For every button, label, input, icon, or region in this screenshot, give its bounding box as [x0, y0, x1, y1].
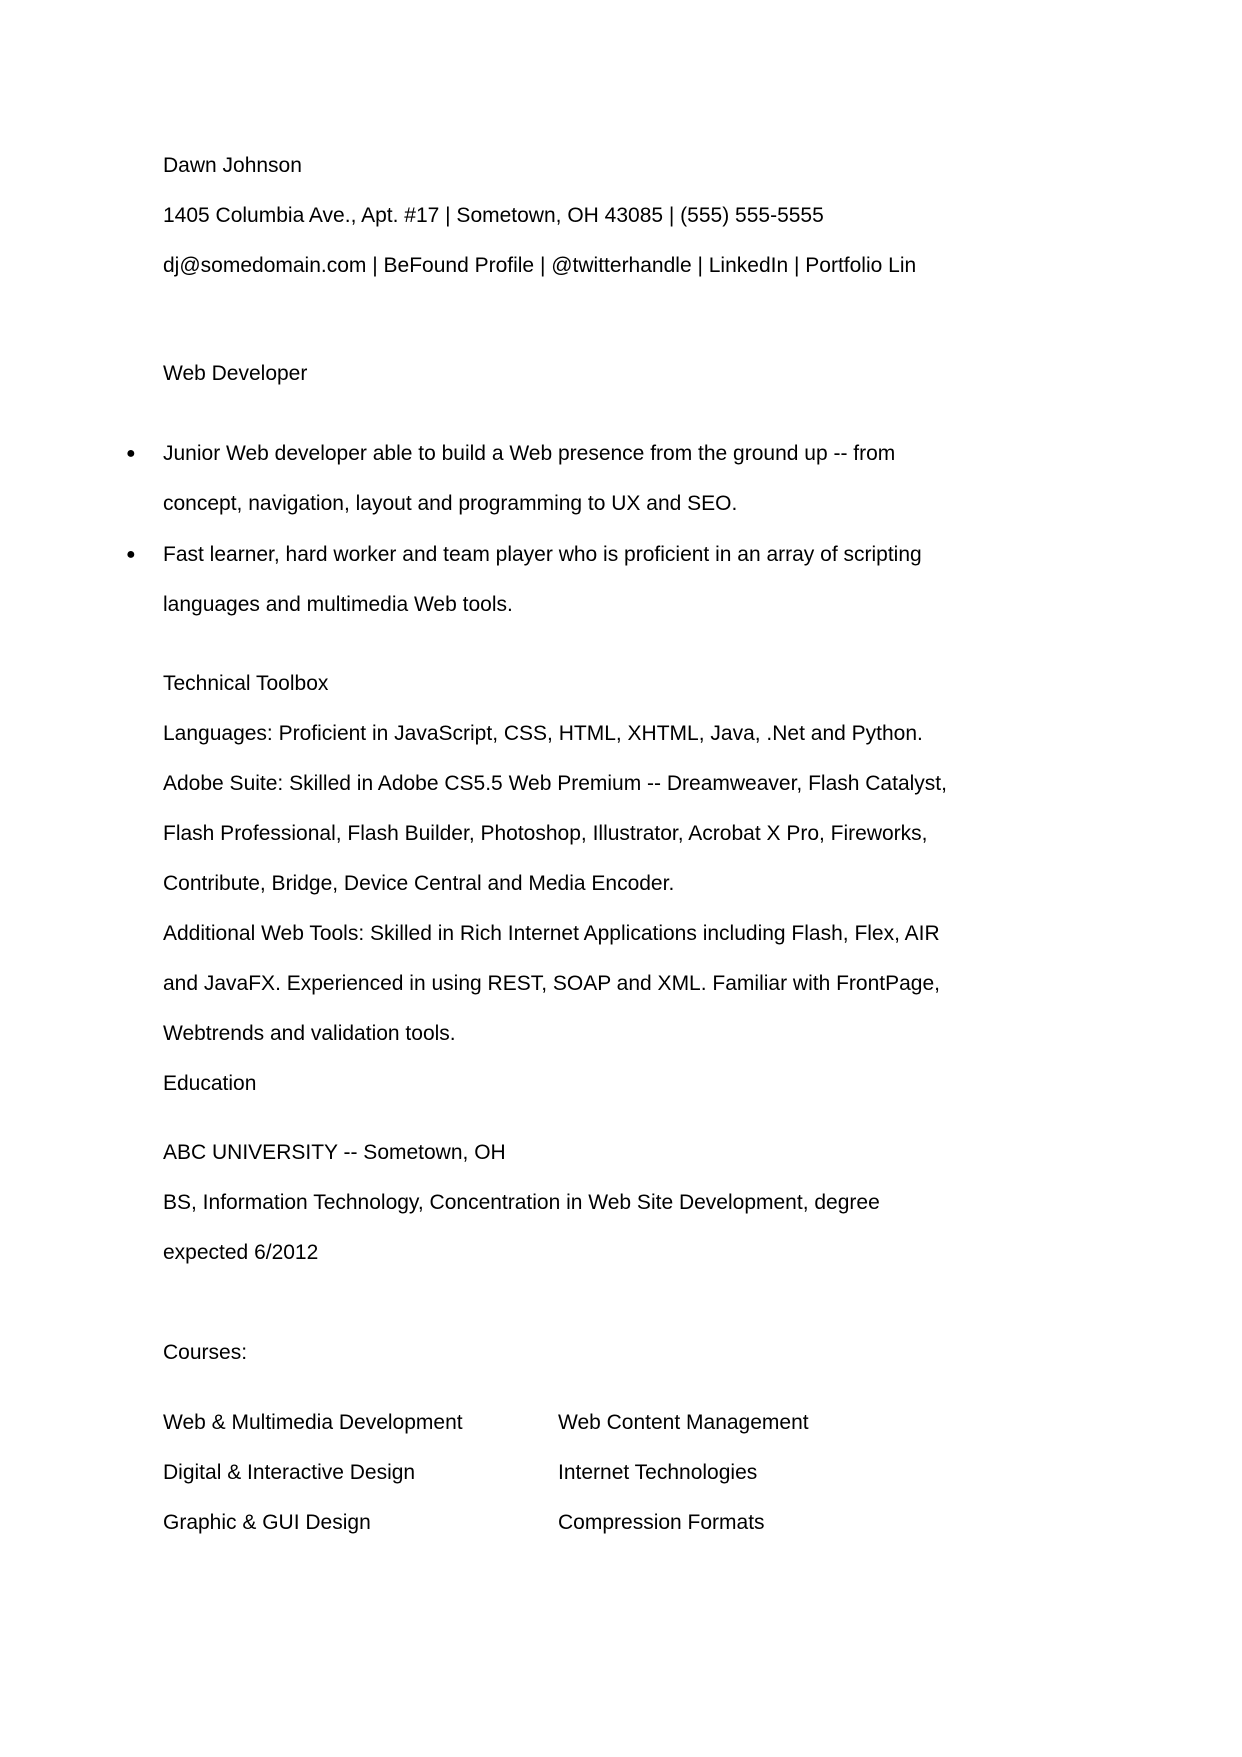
summary-item-1-line-1: Junior Web developer able to build a Web presence from the ground up -- from [163, 442, 896, 465]
toolbox-line: Languages: Proficient in JavaScript, CSS, HTML, XHTML, Java, .Net and Python. [163, 722, 923, 745]
contact-line: dj@somedomain.com | BeFound Profile | @twitterhandle | LinkedIn | Portfolio Lin [163, 254, 917, 277]
bullet-icon: ● [126, 445, 136, 462]
course-item: Graphic & GUI Design [163, 1511, 371, 1534]
summary-item-2-line-2: languages and multimedia Web tools. [163, 593, 513, 616]
toolbox-heading: Technical Toolbox [163, 672, 329, 695]
degree-line-1: BS, Information Technology, Concentration in Web Site Development, degree [163, 1191, 880, 1214]
toolbox-line: Webtrends and validation tools. [163, 1022, 456, 1045]
toolbox-line: and JavaFX. Experienced in using REST, SOAP and XML. Familiar with FrontPage, [163, 972, 940, 995]
degree-line-2: expected 6/2012 [163, 1241, 319, 1264]
course-item: Web Content Management [558, 1411, 809, 1434]
education-heading: Education [163, 1072, 257, 1095]
school-line: ABC UNIVERSITY -- Sometown, OH [163, 1141, 506, 1164]
toolbox-line: Contribute, Bridge, Device Central and Media Encoder. [163, 872, 675, 895]
toolbox-line: Adobe Suite: Skilled in Adobe CS5.5 Web Premium -- Dreamweaver, Flash Catalyst, [163, 772, 947, 795]
courses-heading: Courses: [163, 1341, 248, 1364]
course-item: Digital & Interactive Design [163, 1461, 416, 1484]
toolbox-line: Additional Web Tools: Skilled in Rich Internet Applications including Flash, Flex, AIR [163, 922, 940, 945]
bullet-icon: ● [126, 546, 136, 563]
toolbox-line: Flash Professional, Flash Builder, Photoshop, Illustrator, Acrobat X Pro, Fireworks, [163, 822, 928, 845]
address-line: 1405 Columbia Ave., Apt. #17 | Sometown, OH 43085 | (555) 555-5555 [163, 204, 824, 227]
summary-item-1-line-2: concept, navigation, layout and programming to UX and SEO. [163, 492, 738, 515]
course-item: Internet Technologies [558, 1461, 758, 1484]
job-title: Web Developer [163, 362, 308, 385]
course-item: Compression Formats [558, 1511, 765, 1534]
course-item: Web & Multimedia Development [163, 1411, 463, 1434]
summary-item-2-line-1: Fast learner, hard worker and team player who is proficient in an array of scripting [163, 543, 922, 566]
candidate-name: Dawn Johnson [163, 154, 302, 177]
